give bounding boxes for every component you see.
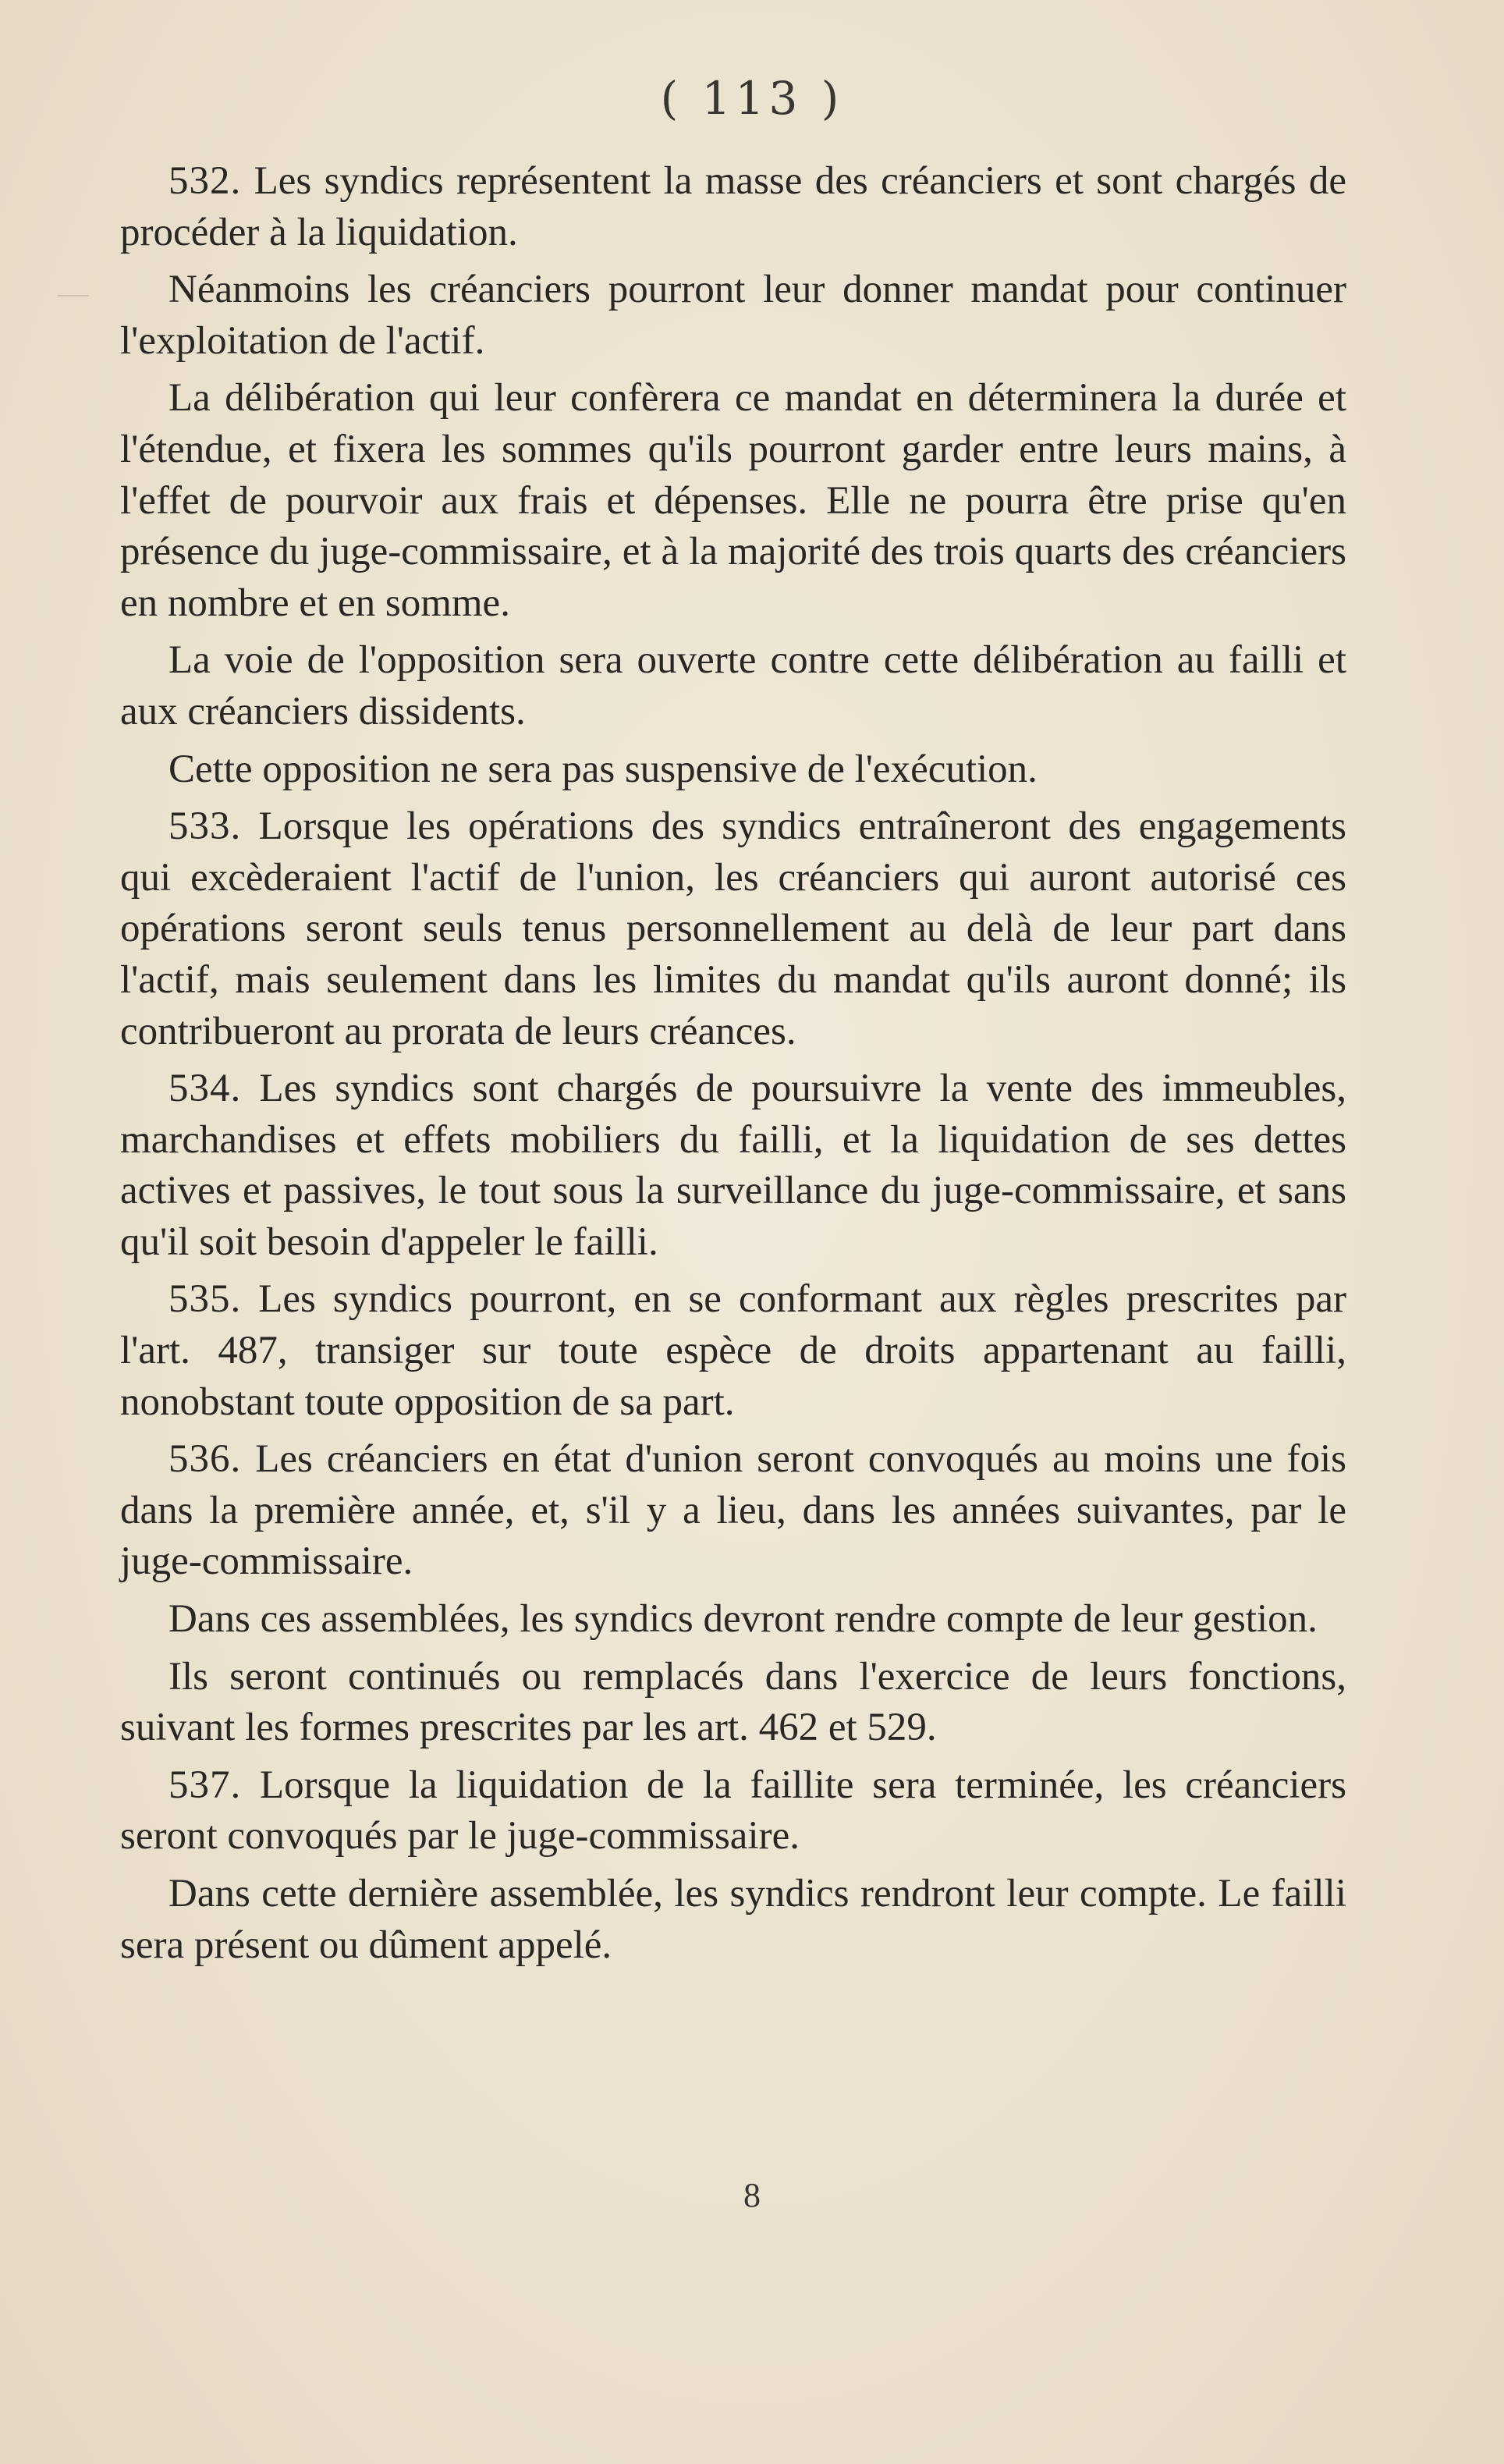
paragraph (120, 1869, 1346, 1971)
paragraph-text: Dans cette dernière assemblée, les syndics rendront leur compte. Le failli sera présent ou dûment appelé. (120, 1872, 1346, 1967)
paragraph-text: La délibération qui leur confèrera ce mandat en déterminera la durée et l'étendue, et fixera les sommes qu'ils pourront garder entre leurs mains, à l'effet de pourvoir aux frais et dépenses. Elle ne pourra être prise qu'en présence du juge-commissaire, et à la majorité des trois quarts des créanciers en nombre et en somme. (120, 376, 1346, 625)
paragraph-533 (120, 801, 1346, 1057)
article-number: 535. (168, 1277, 242, 1322)
paragraph (120, 1652, 1346, 1754)
paragraph-532 (120, 156, 1346, 258)
paragraph-text: Les syndics pourront, en se conformant aux règles prescrites par l'art. 487, transiger sur toute espèce de droits appartenant au failli, nonobstant toute opposition de sa part. (120, 1277, 1346, 1424)
article-number: 534. (168, 1067, 242, 1111)
paragraph-text: Les syndics représentent la masse des créanciers et sont chargés de procéder à la liquidation. (120, 159, 1347, 254)
paragraph-text: Les syndics sont chargés de poursuivre la vente des immeubles, marchandises et effets mobiliers du failli, et la liquidation de ses dettes actives et passives, le tout sous la surveillance du juge-commissaire, et sans qu'il soit besoin d'appeler le failli. (120, 1067, 1347, 1264)
paragraph-text: Lorsque la liquidation de la faillite sera terminée, les créanciers seront convoqués par le juge-commissaire. (120, 1763, 1347, 1859)
paragraph-537 (120, 1760, 1346, 1862)
article-number: 532. (168, 159, 242, 203)
paragraph (120, 373, 1346, 629)
paragraph-534 (120, 1063, 1346, 1268)
margin-mark (58, 295, 89, 296)
paragraph-text: Lorsque les opérations des syndics entraîneront des engagements qui excèderaient l'actif de l'union, les créanciers qui auront autorisé ces opérations seront seuls tenus personnellement au delà de leur part dans l'actif, mais seulement dans les limites du mandat qu'ils auront donné; ils contribueront au prorata de leurs créances. (120, 804, 1347, 1053)
paragraph-text: Cette opposition ne sera pas suspensive de l'exécution. (168, 747, 1038, 791)
paragraph (120, 744, 1346, 796)
paragraph-text: Ils seront continués ou remplacés dans l'exercice de leurs fonctions, suivant les formes prescrites par les art. 462 et 529. (120, 1654, 1346, 1750)
paragraph-535 (120, 1274, 1346, 1428)
body-text (120, 156, 1346, 1977)
article-number: 536. (168, 1437, 242, 1482)
paragraph-text: Néanmoins les créanciers pourront leur donner mandat pour continuer l'exploitation de l'actif. (120, 268, 1346, 363)
page-number-header: ( 113 ) (660, 72, 844, 125)
paragraph-text: Les créanciers en état d'union seront convoqués au moins une fois dans la première année, et, s'il y a lieu, dans les années suivantes, par le juge-commissaire. (120, 1437, 1347, 1584)
paragraph-text: Dans ces assemblées, les syndics devront rendre compte de leur gestion. (168, 1597, 1318, 1642)
paragraph-text: La voie de l'opposition sera ouverte contre cette délibération au failli et aux créanciers dissidents. (120, 638, 1346, 733)
paragraph (120, 635, 1346, 737)
paragraph (120, 1594, 1346, 1646)
paragraph-536 (120, 1434, 1346, 1588)
article-number: 533. (168, 804, 242, 849)
paragraph (120, 265, 1346, 367)
article-number: 537. (168, 1763, 242, 1807)
signature-mark: 8 (743, 2176, 761, 2214)
